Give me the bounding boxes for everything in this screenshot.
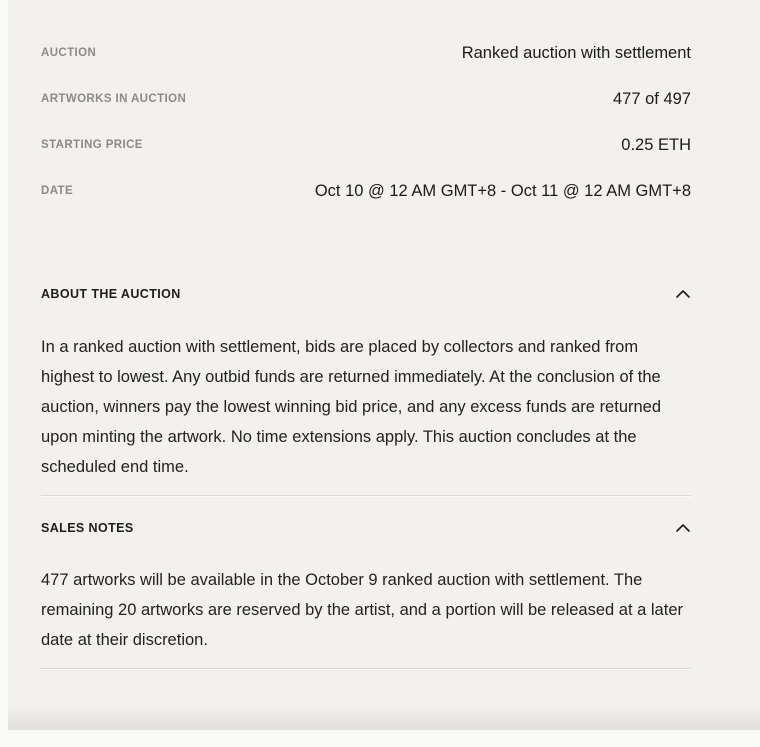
auction-details-panel bbox=[8, 0, 760, 730]
auction-detail-list bbox=[41, 30, 691, 214]
sales-notes-body: 477 artworks will be available in the October 9 ranked auction with settlement. The remaining 20 artworks are reserved by the artist, and a portion will be released at a later date at their discretion. bbox=[41, 571, 683, 649]
detail-row-artworks bbox=[41, 76, 691, 122]
chevron-up-icon[interactable] bbox=[675, 523, 691, 533]
starting-price-value: 0.25 ETH bbox=[621, 135, 691, 154]
starting-price-label: STARTING PRICE bbox=[41, 139, 143, 151]
detail-row-auction bbox=[41, 30, 691, 76]
date-value: Oct 10 @ 12 AM GMT+8 - Oct 11 @ 12 AM GMT+8 bbox=[314, 181, 691, 200]
section-sales-notes bbox=[41, 521, 691, 669]
about-section-toggle[interactable] bbox=[41, 287, 691, 301]
auction-type-value: Ranked auction with settlement bbox=[461, 43, 691, 62]
section-divider bbox=[41, 495, 691, 496]
auction-type-label: AUCTION bbox=[41, 47, 97, 59]
detail-row-date bbox=[41, 168, 691, 214]
section-divider bbox=[41, 668, 691, 669]
about-section-title: ABOUT THE AUCTION bbox=[41, 287, 181, 301]
about-section-body: In a ranked auction with settlement, bids are placed by collectors and ranked from highest to lowest. Any outbid funds are returned immediately. At the conclusion of the auction, winners pay the lowest winning bid price, and any excess funds are returned upon minting the artwork. No time extensions apply. This auction concludes at the scheduled end time. bbox=[41, 338, 662, 476]
auction-details-content bbox=[41, 0, 691, 669]
chevron-up-icon[interactable] bbox=[675, 289, 691, 299]
sales-notes-toggle[interactable] bbox=[41, 521, 691, 535]
artworks-count-value: 477 of 497 bbox=[613, 89, 691, 108]
sales-notes-title: SALES NOTES bbox=[41, 521, 134, 535]
artworks-count-label: ARTWORKS IN AUCTION bbox=[41, 93, 187, 105]
detail-row-starting-price bbox=[41, 122, 691, 168]
section-about-the-auction bbox=[41, 287, 691, 496]
date-label: DATE bbox=[41, 185, 74, 197]
